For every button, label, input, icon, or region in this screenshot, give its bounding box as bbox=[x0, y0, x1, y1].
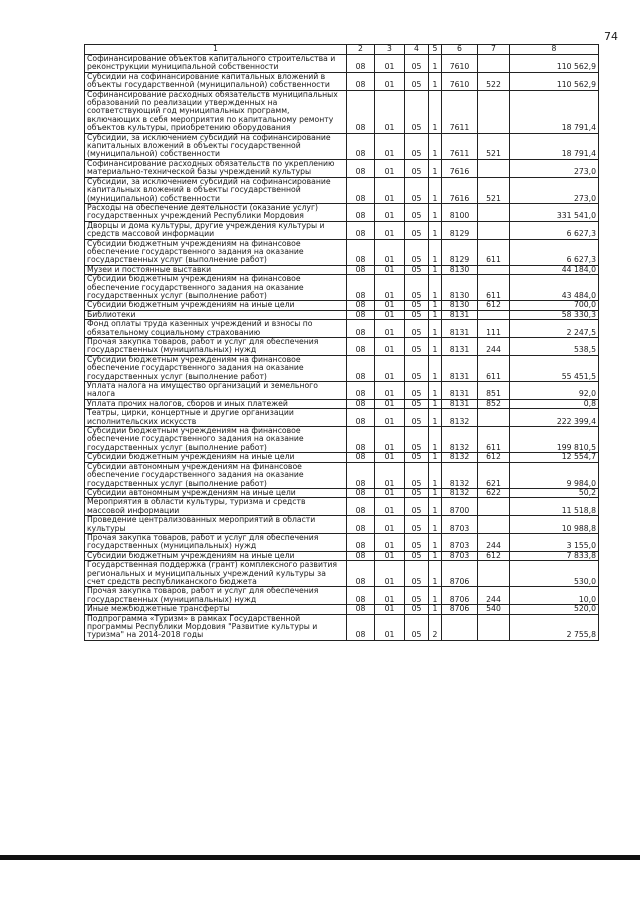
table-header-row bbox=[85, 45, 599, 55]
row-code-cell: 1 bbox=[429, 561, 442, 587]
row-code-cell bbox=[478, 614, 510, 640]
row-code-cell: 01 bbox=[375, 533, 405, 551]
row-code-cell: 8131 bbox=[442, 338, 478, 356]
column-header: 5 bbox=[429, 45, 442, 55]
row-code-cell: 43 484,0 bbox=[510, 275, 599, 301]
row-code-cell bbox=[478, 265, 510, 274]
row-code-cell: 01 bbox=[375, 55, 405, 73]
row-code-cell: 08 bbox=[347, 355, 375, 381]
row-description: Уплата налога на имущество организаций и земельного налога bbox=[85, 382, 347, 400]
row-code-cell: 58 330,3 bbox=[510, 310, 599, 319]
row-code-cell: 08 bbox=[347, 338, 375, 356]
table-row bbox=[85, 605, 599, 614]
row-code-cell: 1 bbox=[429, 239, 442, 265]
row-code-cell: 7616 bbox=[442, 159, 478, 177]
row-description: Прочая закупка товаров, работ и услуг для обеспечения государственных (муниципальных) нужд bbox=[85, 338, 347, 356]
row-code-cell: 1 bbox=[429, 551, 442, 560]
table-row bbox=[85, 221, 599, 239]
row-code-cell: 44 184,0 bbox=[510, 265, 599, 274]
row-code-cell: 8700 bbox=[442, 498, 478, 516]
table-row bbox=[85, 265, 599, 274]
row-code-cell: 7611 bbox=[442, 133, 478, 159]
row-description: Уплата прочих налогов, сборов и иных платежей bbox=[85, 399, 347, 408]
row-code-cell: 2 247,5 bbox=[510, 320, 599, 338]
scan-edge-bar bbox=[0, 855, 640, 860]
row-code-cell: 12 554,7 bbox=[510, 453, 599, 462]
row-code-cell: 05 bbox=[405, 533, 429, 551]
row-code-cell: 1 bbox=[429, 221, 442, 239]
row-code-cell: 08 bbox=[347, 301, 375, 310]
row-code-cell: 01 bbox=[375, 561, 405, 587]
row-code-cell: 244 bbox=[478, 587, 510, 605]
row-code-cell: 01 bbox=[375, 587, 405, 605]
row-code-cell: 08 bbox=[347, 462, 375, 488]
column-header: 7 bbox=[478, 45, 510, 55]
row-code-cell: 1 bbox=[429, 133, 442, 159]
row-code-cell: 01 bbox=[375, 275, 405, 301]
table-row bbox=[85, 498, 599, 516]
row-code-cell: 3 155,0 bbox=[510, 533, 599, 551]
row-code-cell: 9 984,0 bbox=[510, 462, 599, 488]
row-code-cell: 08 bbox=[347, 90, 375, 133]
row-code-cell: 7611 bbox=[442, 90, 478, 133]
table-row bbox=[85, 561, 599, 587]
table-row bbox=[85, 301, 599, 310]
row-code-cell: 05 bbox=[405, 516, 429, 534]
row-code-cell: 01 bbox=[375, 301, 405, 310]
row-code-cell bbox=[478, 409, 510, 427]
row-code-cell: 05 bbox=[405, 301, 429, 310]
row-code-cell: 8131 bbox=[442, 399, 478, 408]
table-row bbox=[85, 462, 599, 488]
row-code-cell: 08 bbox=[347, 310, 375, 319]
row-description: Мероприятия в области культуры, туризма и средств массовой информации bbox=[85, 498, 347, 516]
row-code-cell: 2 bbox=[429, 614, 442, 640]
table-row bbox=[85, 427, 599, 453]
row-code-cell: 8703 bbox=[442, 516, 478, 534]
row-code-cell: 1 bbox=[429, 533, 442, 551]
row-description: Софинансирование объектов капитального строительства и реконструкции муниципальной собственности bbox=[85, 55, 347, 73]
row-code-cell: 05 bbox=[405, 239, 429, 265]
row-code-cell: 1 bbox=[429, 275, 442, 301]
row-code-cell: 01 bbox=[375, 427, 405, 453]
row-description: Субсидии автономным учреждениям на иные цели bbox=[85, 488, 347, 497]
row-code-cell: 05 bbox=[405, 462, 429, 488]
row-description: Прочая закупка товаров, работ и услуг для обеспечения государственных (муниципальных) нужд bbox=[85, 587, 347, 605]
table-row bbox=[85, 55, 599, 73]
row-code-cell: 05 bbox=[405, 265, 429, 274]
row-description: Фонд оплаты труда казенных учреждений и взносы по обязательному социальному страхованию bbox=[85, 320, 347, 338]
table-row bbox=[85, 533, 599, 551]
table-row bbox=[85, 310, 599, 319]
row-code-cell: 08 bbox=[347, 320, 375, 338]
row-code-cell bbox=[478, 516, 510, 534]
row-description: Прочая закупка товаров, работ и услуг для обеспечения государственных (муниципальных) нужд bbox=[85, 533, 347, 551]
row-code-cell: 1 bbox=[429, 488, 442, 497]
row-code-cell: 199 810,5 bbox=[510, 427, 599, 453]
table-row bbox=[85, 399, 599, 408]
table-body bbox=[85, 55, 599, 641]
row-code-cell: 1 bbox=[429, 301, 442, 310]
column-header: 4 bbox=[405, 45, 429, 55]
row-code-cell: 05 bbox=[405, 427, 429, 453]
row-code-cell: 611 bbox=[478, 275, 510, 301]
table-row bbox=[85, 159, 599, 177]
row-code-cell: 01 bbox=[375, 320, 405, 338]
row-code-cell: 01 bbox=[375, 516, 405, 534]
row-code-cell: 7610 bbox=[442, 55, 478, 73]
row-code-cell: 08 bbox=[347, 221, 375, 239]
row-code-cell: 611 bbox=[478, 427, 510, 453]
row-code-cell: 6 627,3 bbox=[510, 239, 599, 265]
row-code-cell: 7 833,8 bbox=[510, 551, 599, 560]
row-code-cell bbox=[478, 90, 510, 133]
row-code-cell: 05 bbox=[405, 338, 429, 356]
row-code-cell: 8129 bbox=[442, 221, 478, 239]
table-row bbox=[85, 72, 599, 90]
table-row bbox=[85, 587, 599, 605]
row-code-cell: 612 bbox=[478, 453, 510, 462]
row-code-cell: 08 bbox=[347, 498, 375, 516]
row-code-cell: 05 bbox=[405, 498, 429, 516]
row-code-cell: 01 bbox=[375, 551, 405, 560]
row-code-cell: 110 562,9 bbox=[510, 72, 599, 90]
row-code-cell: 8100 bbox=[442, 203, 478, 221]
row-code-cell: 8703 bbox=[442, 551, 478, 560]
row-code-cell: 612 bbox=[478, 551, 510, 560]
row-code-cell: 8130 bbox=[442, 301, 478, 310]
row-code-cell: 1 bbox=[429, 462, 442, 488]
table-row bbox=[85, 133, 599, 159]
table-row bbox=[85, 516, 599, 534]
row-code-cell bbox=[478, 203, 510, 221]
row-code-cell: 538,5 bbox=[510, 338, 599, 356]
row-code-cell: 530,0 bbox=[510, 561, 599, 587]
row-code-cell: 08 bbox=[347, 265, 375, 274]
row-code-cell: 521 bbox=[478, 177, 510, 203]
row-code-cell: 8130 bbox=[442, 275, 478, 301]
row-code-cell: 18 791,4 bbox=[510, 133, 599, 159]
row-code-cell: 08 bbox=[347, 72, 375, 90]
row-code-cell bbox=[478, 55, 510, 73]
row-code-cell: 08 bbox=[347, 399, 375, 408]
row-code-cell: 01 bbox=[375, 382, 405, 400]
row-code-cell: 01 bbox=[375, 399, 405, 408]
page-number: 74 bbox=[604, 30, 618, 43]
row-code-cell: 244 bbox=[478, 338, 510, 356]
row-code-cell: 8132 bbox=[442, 488, 478, 497]
row-description: Подпрограмма «Туризм» в рамках Государственной программы Республики Мордовия "Развитие культуры и туризма" на 2014-2018 годы bbox=[85, 614, 347, 640]
table-row bbox=[85, 320, 599, 338]
row-code-cell: 05 bbox=[405, 310, 429, 319]
row-code-cell: 10 988,8 bbox=[510, 516, 599, 534]
row-code-cell: 01 bbox=[375, 462, 405, 488]
row-description: Субсидии на софинансирование капитальных вложений в объекты государственной (муниципальной) собственности bbox=[85, 72, 347, 90]
row-description: Субсидии бюджетным учреждениям на финансовое обеспечение государственного задания на оказание государственных услуг (выполнение работ) bbox=[85, 239, 347, 265]
table-row bbox=[85, 614, 599, 640]
column-header: 1 bbox=[85, 45, 347, 55]
row-code-cell: 08 bbox=[347, 159, 375, 177]
row-code-cell: 8706 bbox=[442, 587, 478, 605]
row-code-cell: 1 bbox=[429, 409, 442, 427]
row-code-cell: 8703 bbox=[442, 533, 478, 551]
row-code-cell: 111 bbox=[478, 320, 510, 338]
row-description: Субсидии бюджетным учреждениям на иные цели bbox=[85, 551, 347, 560]
row-code-cell: 08 bbox=[347, 533, 375, 551]
row-description: Проведение централизованных мероприятий в области культуры bbox=[85, 516, 347, 534]
row-code-cell: 01 bbox=[375, 488, 405, 497]
row-code-cell: 05 bbox=[405, 159, 429, 177]
row-description: Государственная поддержка (грант) комплексного развития региональных и муниципальных учреждений культуры за счет средств республиканского бюджета bbox=[85, 561, 347, 587]
row-code-cell: 110 562,9 bbox=[510, 55, 599, 73]
row-code-cell: 522 bbox=[478, 72, 510, 90]
row-code-cell: 1 bbox=[429, 310, 442, 319]
row-code-cell: 01 bbox=[375, 355, 405, 381]
row-code-cell: 8131 bbox=[442, 355, 478, 381]
row-code-cell: 273,0 bbox=[510, 177, 599, 203]
row-code-cell: 05 bbox=[405, 133, 429, 159]
row-code-cell: 05 bbox=[405, 453, 429, 462]
row-code-cell: 01 bbox=[375, 72, 405, 90]
row-code-cell: 08 bbox=[347, 382, 375, 400]
row-code-cell: 05 bbox=[405, 221, 429, 239]
row-code-cell: 01 bbox=[375, 453, 405, 462]
row-code-cell: 1 bbox=[429, 320, 442, 338]
row-code-cell: 01 bbox=[375, 310, 405, 319]
row-code-cell: 8132 bbox=[442, 427, 478, 453]
table-row bbox=[85, 453, 599, 462]
row-code-cell: 852 bbox=[478, 399, 510, 408]
row-description: Субсидии, за исключением субсидий на софинансирование капитальных вложений в объекты государственной (муниципальной) собственности bbox=[85, 177, 347, 203]
row-code-cell: 8706 bbox=[442, 605, 478, 614]
row-code-cell: 331 541,0 bbox=[510, 203, 599, 221]
row-code-cell: 520,0 bbox=[510, 605, 599, 614]
row-code-cell: 05 bbox=[405, 488, 429, 497]
row-code-cell: 05 bbox=[405, 55, 429, 73]
row-description: Субсидии бюджетным учреждениям на иные цели bbox=[85, 453, 347, 462]
row-code-cell: 0,8 bbox=[510, 399, 599, 408]
row-code-cell bbox=[478, 159, 510, 177]
row-code-cell: 05 bbox=[405, 72, 429, 90]
table-row bbox=[85, 275, 599, 301]
row-description: Музеи и постоянные выставки bbox=[85, 265, 347, 274]
table-row bbox=[85, 177, 599, 203]
row-code-cell: 05 bbox=[405, 551, 429, 560]
row-code-cell bbox=[478, 221, 510, 239]
row-code-cell: 08 bbox=[347, 587, 375, 605]
row-code-cell bbox=[478, 310, 510, 319]
row-code-cell: 8131 bbox=[442, 320, 478, 338]
row-code-cell: 1 bbox=[429, 516, 442, 534]
row-code-cell: 1 bbox=[429, 55, 442, 73]
row-code-cell: 05 bbox=[405, 275, 429, 301]
table-row bbox=[85, 203, 599, 221]
row-code-cell: 8130 bbox=[442, 265, 478, 274]
row-code-cell: 08 bbox=[347, 133, 375, 159]
row-code-cell: 05 bbox=[405, 399, 429, 408]
row-description: Расходы на обеспечение деятельности (оказание услуг) государственных учреждений Республики Мордовия bbox=[85, 203, 347, 221]
row-code-cell: 08 bbox=[347, 551, 375, 560]
row-code-cell: 1 bbox=[429, 265, 442, 274]
row-code-cell: 11 518,8 bbox=[510, 498, 599, 516]
row-code-cell: 622 bbox=[478, 488, 510, 497]
row-code-cell: 7610 bbox=[442, 72, 478, 90]
row-code-cell: 7616 bbox=[442, 177, 478, 203]
budget-table bbox=[84, 44, 599, 641]
row-code-cell: 8132 bbox=[442, 453, 478, 462]
row-code-cell: 01 bbox=[375, 239, 405, 265]
row-code-cell: 01 bbox=[375, 409, 405, 427]
column-header: 8 bbox=[510, 45, 599, 55]
row-code-cell: 08 bbox=[347, 239, 375, 265]
row-code-cell: 1 bbox=[429, 338, 442, 356]
row-code-cell: 540 bbox=[478, 605, 510, 614]
row-code-cell: 50,2 bbox=[510, 488, 599, 497]
row-code-cell: 01 bbox=[375, 159, 405, 177]
row-code-cell bbox=[478, 561, 510, 587]
row-code-cell: 1 bbox=[429, 605, 442, 614]
table-row bbox=[85, 488, 599, 497]
row-code-cell: 05 bbox=[405, 177, 429, 203]
row-code-cell: 1 bbox=[429, 72, 442, 90]
row-code-cell: 8132 bbox=[442, 409, 478, 427]
row-code-cell: 05 bbox=[405, 90, 429, 133]
row-description: Субсидии бюджетным учреждениям на финансовое обеспечение государственного задания на оказание государственных услуг (выполнение работ) bbox=[85, 427, 347, 453]
row-description: Иные межбюджетные трансферты bbox=[85, 605, 347, 614]
row-code-cell: 05 bbox=[405, 355, 429, 381]
row-code-cell: 621 bbox=[478, 462, 510, 488]
row-code-cell: 8706 bbox=[442, 561, 478, 587]
row-code-cell: 1 bbox=[429, 203, 442, 221]
row-code-cell: 700,0 bbox=[510, 301, 599, 310]
row-code-cell: 08 bbox=[347, 488, 375, 497]
row-description: Софинансирование расходных обязательств муниципальных образований по реализации утвержденных на соответствующий год муниципальных программ, включающих в себя мероприятия по капитальному ремонту объектов культуры, приобретению оборудования bbox=[85, 90, 347, 133]
row-code-cell: 611 bbox=[478, 239, 510, 265]
row-code-cell: 1 bbox=[429, 177, 442, 203]
row-description: Библиотеки bbox=[85, 310, 347, 319]
row-code-cell: 612 bbox=[478, 301, 510, 310]
row-code-cell: 01 bbox=[375, 221, 405, 239]
row-code-cell: 8131 bbox=[442, 310, 478, 319]
column-header: 6 bbox=[442, 45, 478, 55]
row-code-cell: 1 bbox=[429, 355, 442, 381]
row-code-cell: 08 bbox=[347, 561, 375, 587]
column-header: 3 bbox=[375, 45, 405, 55]
row-code-cell: 08 bbox=[347, 409, 375, 427]
row-code-cell: 8131 bbox=[442, 382, 478, 400]
row-code-cell: 05 bbox=[405, 409, 429, 427]
row-description: Субсидии автономным учреждениям на финансовое обеспечение государственного задания на оказание государственных услуг (выполнение работ) bbox=[85, 462, 347, 488]
row-code-cell: 1 bbox=[429, 382, 442, 400]
row-code-cell: 01 bbox=[375, 605, 405, 614]
row-code-cell bbox=[442, 614, 478, 640]
row-code-cell: 611 bbox=[478, 355, 510, 381]
row-code-cell: 08 bbox=[347, 614, 375, 640]
row-code-cell: 222 399,4 bbox=[510, 409, 599, 427]
row-code-cell: 01 bbox=[375, 203, 405, 221]
row-code-cell: 08 bbox=[347, 203, 375, 221]
row-code-cell: 18 791,4 bbox=[510, 90, 599, 133]
row-code-cell: 05 bbox=[405, 320, 429, 338]
row-code-cell: 92,0 bbox=[510, 382, 599, 400]
row-code-cell: 01 bbox=[375, 133, 405, 159]
row-code-cell: 1 bbox=[429, 427, 442, 453]
row-description: Субсидии бюджетным учреждениям на иные цели bbox=[85, 301, 347, 310]
table-row bbox=[85, 355, 599, 381]
row-code-cell: 851 bbox=[478, 382, 510, 400]
row-description: Субсидии бюджетным учреждениям на финансовое обеспечение государственного задания на оказание государственных услуг (выполнение работ) bbox=[85, 355, 347, 381]
row-description: Субсидии, за исключением субсидий на софинансирование капитальных вложений в объекты государственной (муниципальной) собственности bbox=[85, 133, 347, 159]
row-code-cell: 05 bbox=[405, 561, 429, 587]
table-row bbox=[85, 239, 599, 265]
row-description: Театры, цирки, концертные и другие организации исполнительских искусств bbox=[85, 409, 347, 427]
row-code-cell: 55 451,5 bbox=[510, 355, 599, 381]
table-row bbox=[85, 551, 599, 560]
row-code-cell: 08 bbox=[347, 177, 375, 203]
row-code-cell bbox=[478, 498, 510, 516]
row-code-cell: 6 627,3 bbox=[510, 221, 599, 239]
row-code-cell: 1 bbox=[429, 399, 442, 408]
table-row bbox=[85, 90, 599, 133]
row-code-cell: 10,0 bbox=[510, 587, 599, 605]
row-code-cell: 1 bbox=[429, 90, 442, 133]
row-code-cell: 08 bbox=[347, 605, 375, 614]
table-row bbox=[85, 382, 599, 400]
table-row bbox=[85, 338, 599, 356]
row-code-cell: 01 bbox=[375, 338, 405, 356]
row-code-cell: 01 bbox=[375, 498, 405, 516]
row-code-cell: 08 bbox=[347, 453, 375, 462]
row-code-cell: 2 755,8 bbox=[510, 614, 599, 640]
row-description: Субсидии бюджетным учреждениям на финансовое обеспечение государственного задания на оказание государственных услуг (выполнение работ) bbox=[85, 275, 347, 301]
row-code-cell: 08 bbox=[347, 427, 375, 453]
row-code-cell: 05 bbox=[405, 605, 429, 614]
row-code-cell: 05 bbox=[405, 382, 429, 400]
row-code-cell: 01 bbox=[375, 177, 405, 203]
row-code-cell: 1 bbox=[429, 453, 442, 462]
row-description: Дворцы и дома культуры, другие учреждения культуры и средств массовой информации bbox=[85, 221, 347, 239]
row-code-cell: 08 bbox=[347, 55, 375, 73]
row-code-cell: 1 bbox=[429, 587, 442, 605]
row-code-cell: 1 bbox=[429, 498, 442, 516]
row-code-cell: 8129 bbox=[442, 239, 478, 265]
row-code-cell: 01 bbox=[375, 265, 405, 274]
row-description: Софинансирование расходных обязательств по укреплению материально-технической базы учреждений культуры bbox=[85, 159, 347, 177]
row-code-cell: 08 bbox=[347, 516, 375, 534]
row-code-cell: 08 bbox=[347, 275, 375, 301]
column-header: 2 bbox=[347, 45, 375, 55]
row-code-cell: 8132 bbox=[442, 462, 478, 488]
table-row bbox=[85, 409, 599, 427]
row-code-cell: 273,0 bbox=[510, 159, 599, 177]
row-code-cell: 1 bbox=[429, 159, 442, 177]
row-code-cell: 05 bbox=[405, 203, 429, 221]
row-code-cell: 05 bbox=[405, 614, 429, 640]
row-code-cell: 244 bbox=[478, 533, 510, 551]
row-code-cell: 01 bbox=[375, 90, 405, 133]
row-code-cell: 521 bbox=[478, 133, 510, 159]
row-code-cell: 05 bbox=[405, 587, 429, 605]
row-code-cell: 01 bbox=[375, 614, 405, 640]
